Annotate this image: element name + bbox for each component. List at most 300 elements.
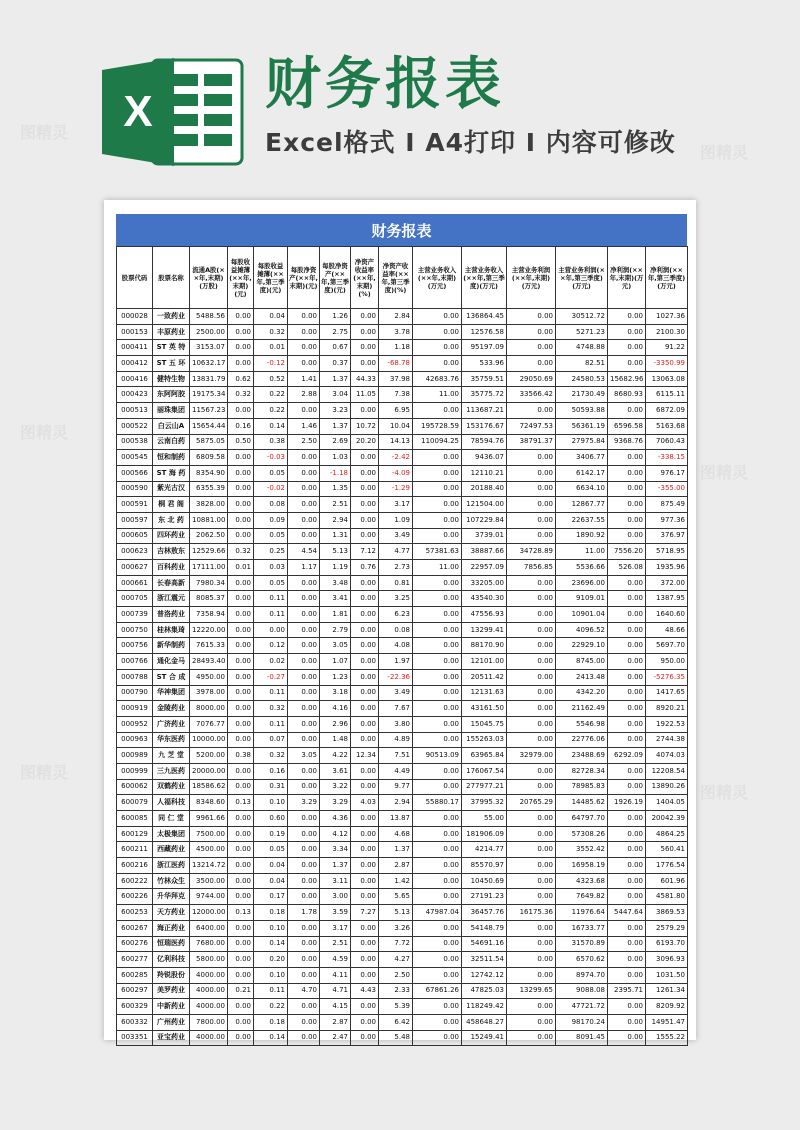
- table-cell: 三九医药: [153, 763, 190, 779]
- table-cell: 003351: [117, 1030, 153, 1046]
- table-cell: 0.00: [351, 936, 379, 952]
- table-cell: 7358.94: [190, 607, 228, 623]
- table-cell: 5536.66: [556, 560, 608, 576]
- table-cell: 0.00: [288, 591, 320, 607]
- table-cell: 98170.24: [556, 1014, 608, 1030]
- table-cell: 7680.00: [190, 936, 228, 952]
- table-cell: 6115.11: [646, 387, 688, 403]
- watermark: 图精灵: [700, 143, 749, 162]
- table-cell: 4000.00: [190, 1030, 228, 1046]
- table-cell: 2.33: [379, 983, 413, 999]
- table-cell: 8000.00: [190, 701, 228, 717]
- table-row: [117, 356, 688, 372]
- table-cell: 1.17: [288, 560, 320, 576]
- table-cell: 0.00: [608, 324, 646, 340]
- table-cell: 0.00: [228, 465, 254, 481]
- table-cell: 67861.26: [413, 983, 462, 999]
- table-row: [117, 920, 688, 936]
- table-cell: 5.13: [379, 905, 413, 921]
- table-cell: 9.77: [379, 779, 413, 795]
- table-cell: 0.11: [254, 983, 288, 999]
- table-row: [117, 371, 688, 387]
- table-cell: 中新药业: [153, 999, 190, 1015]
- table-cell: 0.00: [228, 607, 254, 623]
- table-cell: 000627: [117, 560, 153, 576]
- table-cell: 85570.97: [462, 858, 507, 874]
- table-cell: 10881.00: [190, 512, 228, 528]
- table-cell: 4.03: [351, 795, 379, 811]
- table-cell: 0.11: [254, 685, 288, 701]
- table-cell: 54691.16: [462, 936, 507, 952]
- table-cell: 37995.32: [462, 795, 507, 811]
- table-cell: 4.36: [320, 811, 351, 827]
- table-row: [117, 324, 688, 340]
- table-cell: 2.50: [288, 434, 320, 450]
- table-cell: 3.17: [320, 920, 351, 936]
- table-cell: 600297: [117, 983, 153, 999]
- table-cell: 78985.83: [556, 779, 608, 795]
- watermark: 图精灵: [700, 463, 749, 482]
- table-cell: 600253: [117, 905, 153, 921]
- table-cell: 九 芝 堂: [153, 748, 190, 764]
- table-cell: 0.05: [254, 575, 288, 591]
- table-cell: 5.65: [379, 889, 413, 905]
- table-cell: 3.41: [320, 591, 351, 607]
- table-cell: 0.81: [379, 575, 413, 591]
- table-cell: 23488.69: [556, 748, 608, 764]
- table-cell: 双鹤药业: [153, 779, 190, 795]
- table-cell: 0.32: [254, 701, 288, 717]
- table-cell: 4.15: [320, 999, 351, 1015]
- table-cell: 西藏药业: [153, 842, 190, 858]
- table-cell: 17111.00: [190, 560, 228, 576]
- table-row: [117, 748, 688, 764]
- table-cell: 6.23: [379, 607, 413, 623]
- table-cell: -3350.99: [646, 356, 688, 372]
- table-cell: 54148.79: [462, 920, 507, 936]
- table-cell: 0.16: [254, 763, 288, 779]
- table-cell: 57381.63: [413, 544, 462, 560]
- table-cell: 48.66: [646, 622, 688, 638]
- table-cell: 0.32: [228, 387, 254, 403]
- table-cell: 四环药业: [153, 528, 190, 544]
- table-cell: 0.00: [288, 309, 320, 325]
- table-cell: 6872.09: [646, 403, 688, 419]
- table-cell: 3.18: [320, 685, 351, 701]
- table-cell: -1.29: [379, 481, 413, 497]
- table-cell: 2395.71: [608, 983, 646, 999]
- table-row: [117, 936, 688, 952]
- table-cell: 0.00: [608, 779, 646, 795]
- table-cell: 1.23: [320, 669, 351, 685]
- table-cell: 3153.07: [190, 340, 228, 356]
- table-cell: 0.00: [507, 591, 556, 607]
- table-cell: 恒和制药: [153, 450, 190, 466]
- table-cell: 15682.96: [608, 371, 646, 387]
- table-cell: 277977.21: [462, 779, 507, 795]
- table-cell: 广州药业: [153, 1014, 190, 1030]
- table-cell: 0.31: [254, 779, 288, 795]
- table-cell: 13063.08: [646, 371, 688, 387]
- table-cell: 0.00: [351, 716, 379, 732]
- table-cell: 0.22: [254, 403, 288, 419]
- table-cell: 0.00: [413, 763, 462, 779]
- table-cell: 3500.00: [190, 873, 228, 889]
- table-cell: 0.00: [351, 669, 379, 685]
- table-cell: 7500.00: [190, 826, 228, 842]
- table-cell: 0.17: [254, 889, 288, 905]
- table-cell: 0.00: [351, 528, 379, 544]
- table-cell: 0.00: [608, 889, 646, 905]
- table-cell: 0.01: [228, 560, 254, 576]
- table-cell: 0.00: [507, 920, 556, 936]
- table-cell: 47987.04: [413, 905, 462, 921]
- table-cell: 43540.30: [462, 591, 507, 607]
- table-cell: 0.00: [608, 403, 646, 419]
- table-cell: 海正药业: [153, 920, 190, 936]
- table-cell: 0.00: [288, 607, 320, 623]
- table-cell: 0.00: [288, 920, 320, 936]
- table-cell: 0.00: [608, 811, 646, 827]
- table-cell: 12131.63: [462, 685, 507, 701]
- table-cell: 9368.76: [608, 434, 646, 450]
- table-cell: 丽珠集团: [153, 403, 190, 419]
- table-cell: 亚宝药业: [153, 1030, 190, 1046]
- table-cell: 8354.90: [190, 465, 228, 481]
- table-cell: 0.12: [254, 638, 288, 654]
- table-cell: 0.00: [507, 481, 556, 497]
- table-cell: 0.00: [413, 591, 462, 607]
- table-cell: 0.14: [254, 1030, 288, 1046]
- table-cell: 0.00: [608, 512, 646, 528]
- table-cell: 1922.53: [646, 716, 688, 732]
- table-row: [117, 1014, 688, 1030]
- table-cell: 600267: [117, 920, 153, 936]
- table-cell: 4.89: [379, 732, 413, 748]
- table-cell: 0.00: [413, 512, 462, 528]
- table-cell: 6400.00: [190, 920, 228, 936]
- table-cell: 一致药业: [153, 309, 190, 325]
- table-cell: 0.00: [351, 763, 379, 779]
- table-cell: 0.00: [413, 842, 462, 858]
- table-cell: 0.00: [608, 497, 646, 513]
- table-cell: 13.87: [379, 811, 413, 827]
- table-cell: 000423: [117, 387, 153, 403]
- table-cell: 000153: [117, 324, 153, 340]
- table-cell: 0.38: [254, 434, 288, 450]
- table-cell: 0.00: [507, 1014, 556, 1030]
- table-cell: 9109.01: [556, 591, 608, 607]
- table-cell: 1.09: [379, 512, 413, 528]
- table-cell: 21162.49: [556, 701, 608, 717]
- table-cell: 600226: [117, 889, 153, 905]
- table-cell: 000963: [117, 732, 153, 748]
- table-cell: 0.00: [507, 763, 556, 779]
- table-cell: 18586.62: [190, 779, 228, 795]
- table-cell: 0.00: [351, 638, 379, 654]
- table-cell: 0.00: [507, 465, 556, 481]
- table-cell: 人福科技: [153, 795, 190, 811]
- table-cell: 0.00: [413, 873, 462, 889]
- table-cell: 533.96: [462, 356, 507, 372]
- table-cell: -0.27: [254, 669, 288, 685]
- table-cell: 2579.29: [646, 920, 688, 936]
- table-cell: 0.16: [228, 418, 254, 434]
- table-cell: 47556.93: [462, 607, 507, 623]
- table-cell: 2100.30: [646, 324, 688, 340]
- table-cell: 紫光古汉: [153, 481, 190, 497]
- table-cell: 0.00: [608, 309, 646, 325]
- table-cell: 0.00: [228, 701, 254, 717]
- table-cell: 0.00: [351, 450, 379, 466]
- table-cell: 0.00: [351, 889, 379, 905]
- table-cell: 0.00: [228, 952, 254, 968]
- table-cell: 4.59: [320, 952, 351, 968]
- table-cell: 0.00: [608, 842, 646, 858]
- table-cell: 22776.06: [556, 732, 608, 748]
- table-cell: 0.22: [254, 387, 288, 403]
- table-cell: 0.00: [608, 340, 646, 356]
- table-cell: 2.69: [320, 434, 351, 450]
- table-cell: 0.76: [351, 560, 379, 576]
- table-cell: 2.51: [320, 497, 351, 513]
- table-cell: 1031.50: [646, 967, 688, 983]
- table-cell: 0.32: [254, 748, 288, 764]
- table-cell: 0.00: [351, 1030, 379, 1046]
- table-cell: 560.41: [646, 842, 688, 858]
- table-cell: 32511.54: [462, 952, 507, 968]
- table-cell: 000412: [117, 356, 153, 372]
- table-cell: 0.00: [351, 356, 379, 372]
- table-cell: 0.00: [507, 575, 556, 591]
- table-cell: 亿利科技: [153, 952, 190, 968]
- table-cell: 55.00: [462, 811, 507, 827]
- table-cell: 0.14: [254, 936, 288, 952]
- table-cell: 0.00: [228, 497, 254, 513]
- table-cell: 0.00: [228, 622, 254, 638]
- table-cell: 12220.00: [190, 622, 228, 638]
- table-cell: 0.00: [228, 575, 254, 591]
- table-cell: 0.00: [351, 858, 379, 874]
- table-cell: 0.00: [288, 967, 320, 983]
- table-cell: 0.00: [351, 873, 379, 889]
- table-cell: 4.11: [320, 967, 351, 983]
- table-cell: 4.27: [379, 952, 413, 968]
- table-cell: 0.05: [254, 842, 288, 858]
- table-cell: 0.00: [288, 512, 320, 528]
- table-cell: 1935.96: [646, 560, 688, 576]
- page-subtitle: Excel格式 I A4打印 I 内容可修改: [265, 128, 676, 157]
- table-cell: 000739: [117, 607, 153, 623]
- table-cell: 0.00: [351, 591, 379, 607]
- table-cell: 181906.09: [462, 826, 507, 842]
- table-cell: 600085: [117, 811, 153, 827]
- table-cell: 000605: [117, 528, 153, 544]
- table-cell: 0.00: [608, 936, 646, 952]
- table-cell: 0.00: [351, 497, 379, 513]
- table-cell: 0.00: [413, 528, 462, 544]
- table-cell: 0.00: [507, 999, 556, 1015]
- table-cell: 32979.00: [507, 748, 556, 764]
- table-cell: 2.47: [320, 1030, 351, 1046]
- table-cell: 600079: [117, 795, 153, 811]
- table-cell: 0.00: [413, 811, 462, 827]
- table-cell: 0.00: [608, 528, 646, 544]
- table-cell: 11.00: [556, 544, 608, 560]
- watermark: 图精灵: [700, 783, 749, 802]
- table-cell: 4.49: [379, 763, 413, 779]
- column-header: 每股收益摊薄(××年,末期)(元): [228, 247, 254, 309]
- table-cell: 0.00: [288, 669, 320, 685]
- table-cell: 875.49: [646, 497, 688, 513]
- table-cell: 7.12: [351, 544, 379, 560]
- table-cell: 0.08: [379, 622, 413, 638]
- table-cell: 0.00: [608, 638, 646, 654]
- table-cell: 5271.23: [556, 324, 608, 340]
- table-cell: 0.00: [288, 1030, 320, 1046]
- table-cell: 29050.69: [507, 371, 556, 387]
- table-cell: 普洛药业: [153, 607, 190, 623]
- table-cell: 7980.34: [190, 575, 228, 591]
- table-cell: 000597: [117, 512, 153, 528]
- table-cell: 0.00: [507, 732, 556, 748]
- table-cell: 5.39: [379, 999, 413, 1015]
- table-cell: 0.00: [608, 1014, 646, 1030]
- table-cell: 1.42: [379, 873, 413, 889]
- table-cell: 7649.82: [556, 889, 608, 905]
- table-cell: 0.00: [608, 716, 646, 732]
- table-row: [117, 732, 688, 748]
- table-cell: 4000.00: [190, 999, 228, 1015]
- table-cell: 1555.22: [646, 1030, 688, 1046]
- table-cell: 000952: [117, 716, 153, 732]
- table-cell: 0.00: [608, 999, 646, 1015]
- table-row: [117, 858, 688, 874]
- table-cell: 38791.37: [507, 434, 556, 450]
- table-cell: 0.00: [413, 669, 462, 685]
- table-row: [117, 701, 688, 717]
- table-cell: 000566: [117, 465, 153, 481]
- table-row: [117, 607, 688, 623]
- table-cell: 000590: [117, 481, 153, 497]
- table-cell: 0.00: [413, 999, 462, 1015]
- table-cell: 0.00: [608, 622, 646, 638]
- table-cell: 15045.75: [462, 716, 507, 732]
- table-cell: 1.37: [379, 842, 413, 858]
- watermark: 图精灵: [20, 123, 69, 142]
- table-cell: 4000.00: [190, 983, 228, 999]
- table-cell: 0.00: [228, 685, 254, 701]
- table-cell: 35759.51: [462, 371, 507, 387]
- table-cell: 000623: [117, 544, 153, 560]
- table-cell: 600216: [117, 858, 153, 874]
- table-cell: -0.12: [254, 356, 288, 372]
- table-cell: 6634.10: [556, 481, 608, 497]
- table-cell: 601.96: [646, 873, 688, 889]
- table-cell: 27191.23: [462, 889, 507, 905]
- table-cell: 0.00: [228, 920, 254, 936]
- table-cell: 0.00: [288, 858, 320, 874]
- table-cell: 10.04: [379, 418, 413, 434]
- table-cell: 0.00: [228, 591, 254, 607]
- table-cell: 0.00: [288, 716, 320, 732]
- table-cell: 153176.67: [462, 418, 507, 434]
- financial-table: [116, 246, 688, 1046]
- table-cell: 0.05: [254, 528, 288, 544]
- table-cell: 38887.66: [462, 544, 507, 560]
- table-cell: 0.00: [608, 685, 646, 701]
- table-cell: 3869.53: [646, 905, 688, 921]
- table-cell: 0.00: [351, 967, 379, 983]
- table-cell: 1.26: [320, 309, 351, 325]
- table-row: [117, 434, 688, 450]
- table-cell: 0.00: [228, 873, 254, 889]
- table-cell: 0.00: [228, 309, 254, 325]
- table-cell: 20042.39: [646, 811, 688, 827]
- table-cell: 0.00: [507, 654, 556, 670]
- table-cell: 3.29: [288, 795, 320, 811]
- table-cell: 天方药业: [153, 905, 190, 921]
- table-cell: 0.00: [413, 685, 462, 701]
- table-cell: 0.00: [413, 324, 462, 340]
- table-cell: 600062: [117, 779, 153, 795]
- table-cell: 0.00: [228, 481, 254, 497]
- column-header: 股票代码: [117, 247, 153, 309]
- table-row: [117, 826, 688, 842]
- table-cell: ST 合 成: [153, 669, 190, 685]
- table-cell: 3.05: [320, 638, 351, 654]
- table-cell: 1387.95: [646, 591, 688, 607]
- table-cell: 0.00: [228, 889, 254, 905]
- column-header: 每股收益摊薄(××年,第三季度)(元): [254, 247, 288, 309]
- watermark: 图精灵: [20, 423, 69, 442]
- table-cell: 0.00: [507, 701, 556, 717]
- table-cell: 4.12: [320, 826, 351, 842]
- table-cell: 000591: [117, 497, 153, 513]
- table-cell: 113687.21: [462, 403, 507, 419]
- table-cell: 35775.72: [462, 387, 507, 403]
- table-row: [117, 873, 688, 889]
- table-cell: 000513: [117, 403, 153, 419]
- table-row: [117, 528, 688, 544]
- table-cell: 0.00: [288, 497, 320, 513]
- column-header: 主营业务利润(××年,末期)(万元): [507, 247, 556, 309]
- table-cell: 0.00: [228, 732, 254, 748]
- table-cell: 0.00: [608, 826, 646, 842]
- table-cell: -1.18: [320, 465, 351, 481]
- table-cell: 43161.50: [462, 701, 507, 717]
- table-cell: 22637.55: [556, 512, 608, 528]
- table-cell: 浙江震元: [153, 591, 190, 607]
- table-cell: 7076.77: [190, 716, 228, 732]
- table-cell: 0.00: [228, 638, 254, 654]
- table-cell: 0.03: [254, 560, 288, 576]
- table-cell: -0.03: [254, 450, 288, 466]
- table-cell: 72497.53: [507, 418, 556, 434]
- table-cell: 0.11: [254, 591, 288, 607]
- table-cell: 0.00: [413, 450, 462, 466]
- table-cell: 0.00: [288, 952, 320, 968]
- table-cell: 0.05: [254, 465, 288, 481]
- table-cell: 4096.52: [556, 622, 608, 638]
- table-cell: 0.32: [254, 324, 288, 340]
- table-cell: 1.37: [320, 418, 351, 434]
- table-cell: 百科药业: [153, 560, 190, 576]
- table-cell: 0.00: [413, 654, 462, 670]
- table-cell: 24580.53: [556, 371, 608, 387]
- table-cell: 11976.64: [556, 905, 608, 921]
- table-cell: 2.73: [379, 560, 413, 576]
